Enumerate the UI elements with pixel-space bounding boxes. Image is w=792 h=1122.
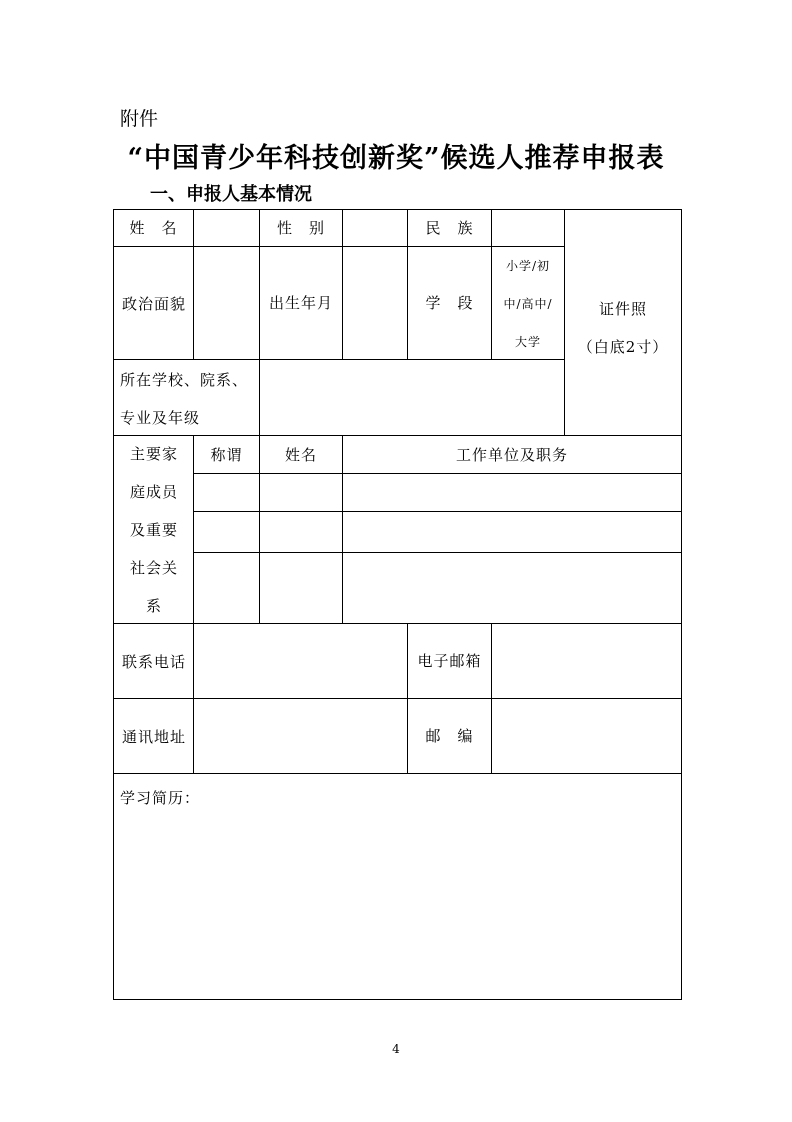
- row-line: [113, 773, 682, 774]
- family-header-relation: 称谓: [210, 445, 243, 464]
- birth-field[interactable]: [343, 247, 407, 359]
- row-line: [193, 511, 682, 512]
- phone-label: 联系电话: [122, 653, 187, 671]
- row-line: [193, 473, 682, 474]
- family-header-name: 姓名: [284, 445, 317, 464]
- ethnicity-label: 民 族: [425, 219, 474, 237]
- table-border-right: [681, 209, 682, 1000]
- photo-label: 证件照: [598, 300, 647, 318]
- birth-label: 出生年月: [268, 294, 333, 312]
- attachment-label: 附件: [120, 108, 159, 130]
- email-field[interactable]: [492, 624, 681, 698]
- school-field[interactable]: [260, 360, 564, 435]
- postcode-field[interactable]: [492, 699, 681, 773]
- political-field[interactable]: [194, 247, 259, 359]
- family-label: 主要家庭成员及重要社会关系: [129, 445, 178, 615]
- email-label: 电子邮箱: [417, 652, 482, 670]
- name-field[interactable]: [194, 210, 259, 246]
- page-number: 4: [392, 1042, 400, 1056]
- row-line: [193, 552, 682, 553]
- photo-note: （白底2寸）: [577, 338, 669, 356]
- school-label: 所在学校、院系、专业及年级: [120, 371, 249, 427]
- gender-label: 性 别: [276, 219, 325, 237]
- form-title: “中国青少年科技创新奖”候选人推荐申报表: [127, 143, 665, 174]
- phone-field[interactable]: [194, 624, 407, 698]
- family-header-work: 工作单位及职务: [455, 445, 568, 464]
- gender-field[interactable]: [343, 210, 407, 246]
- political-label: 政治面貌: [122, 295, 187, 313]
- name-label: 姓 名: [129, 219, 178, 237]
- postcode-label: 邮 编: [425, 727, 474, 745]
- table-border-bottom: [113, 999, 682, 1000]
- stage-options: 小学/初中/高中/大学: [503, 259, 553, 349]
- resume-label: 学习简历：: [120, 789, 201, 807]
- address-label: 通讯地址: [122, 728, 187, 746]
- resume-field[interactable]: [114, 820, 681, 998]
- ethnicity-field[interactable]: [492, 210, 564, 246]
- stage-label: 学 段: [425, 294, 474, 312]
- address-field[interactable]: [194, 699, 407, 773]
- section-title: 一、申报人基本情况: [150, 184, 312, 205]
